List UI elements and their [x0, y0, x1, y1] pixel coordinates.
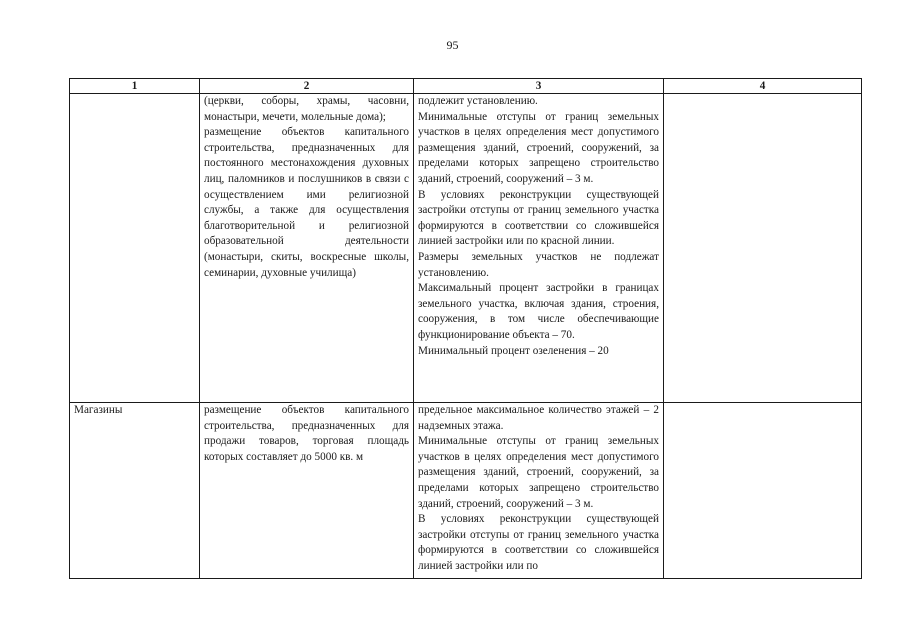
table-cell-col2 — [200, 94, 414, 403]
column-header-1: 1 — [70, 79, 200, 94]
column-header-2: 2 — [200, 79, 414, 94]
cell-paragraph: размещение объектов капитального строительства, предназначенных для постоянного местонахождения духовных лиц, паломников и послушников в связи с осуществлением ими религиозной службы, а также для осуществления благотворительной и религиозной образовательной деятельности (монастыри, скиты, воскресные школы, семинарии, духовные училища) — [204, 126, 409, 279]
cell-paragraph: Минимальные отступы от границ земельных участков в целях определения мест допустимого размещения зданий, строений, сооружений, за пределами которых запрещено строительство зданий, строений, сооружений – 3 м. — [418, 435, 659, 510]
column-header-4: 4 — [664, 79, 862, 94]
table-cell-col3 — [414, 403, 664, 579]
regulations-table — [69, 78, 862, 579]
cell-paragraph: В условиях реконструкции существующей застройки отступы от границ земельного участка формируются в соответствии со сложившейся линией застройки или по красной линии. — [418, 188, 659, 248]
table-cell-col3 — [414, 94, 664, 403]
cell-paragraph: Размеры земельных участков не подлежат установлению. — [418, 250, 659, 279]
cell-paragraph: В условиях реконструкции существующей застройки отступы от границ земельного участка формируются в соответствии со сложившейся линией застройки или по — [418, 513, 659, 572]
cell-paragraph: Минимальный процент озеленения – 20 — [418, 344, 609, 357]
table-cell-col1: Магазины — [70, 403, 200, 579]
cell-paragraph: размещение объектов капитального строительства, предназначенных для продажи товаров, торговая площадь которых составляет до 5000 кв. м — [204, 404, 409, 463]
cell-paragraph: Минимальные отступы от границ земельных участков в целях определения мест допустимого размещения зданий, строений, сооружений, за пределами которых запрещено строительство зданий, строений, сооружений – 3 м. — [418, 110, 659, 185]
cell-paragraph: (церкви, соборы, храмы, часовни, монастыри, мечети, молельные дома); — [204, 95, 409, 123]
column-header-3: 3 — [414, 79, 664, 94]
cell-paragraph: Максимальный процент застройки в границах земельного участка, включая здания, строения, сооружения, в том числе обеспечивающие функционирование объекта – 70. — [418, 282, 659, 341]
table-row — [70, 403, 862, 579]
cell-paragraph: предельное максимальное количество этажей – 2 надземных этажа. — [418, 404, 659, 432]
page-number: 95 — [446, 38, 459, 52]
table-cell-col2 — [200, 403, 414, 579]
table-cell-col4 — [664, 94, 862, 403]
cell-paragraph: подлежит установлению. — [418, 95, 538, 107]
table-cell-col1 — [70, 94, 200, 403]
table-row — [70, 94, 862, 403]
table-cell-col4 — [664, 403, 862, 579]
table-header-row — [70, 79, 862, 94]
